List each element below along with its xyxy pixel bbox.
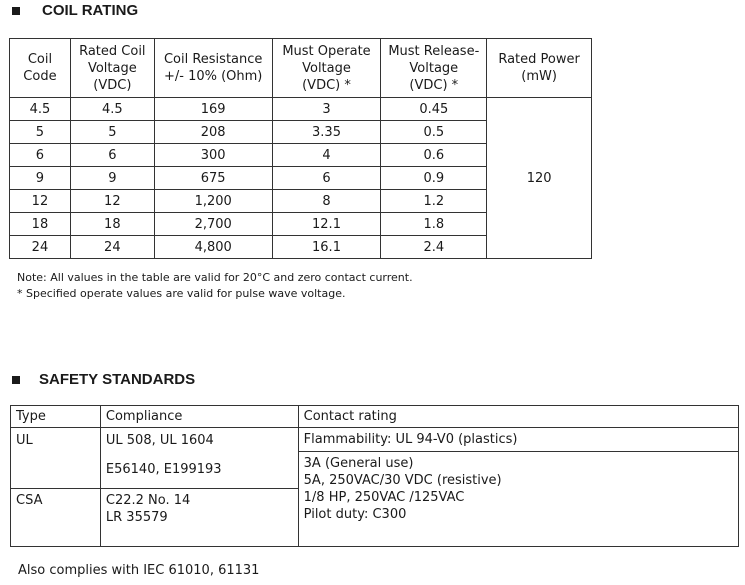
cell-contact-rating: 3A (General use) 5A, 250VAC/30 VDC (resistive) 1/8 HP, 250VAC /125VAC Pilot duty: C300 xyxy=(298,452,738,547)
cell-release-voltage: 0.45 xyxy=(381,98,487,121)
cell-coil-code: 5 xyxy=(10,121,71,144)
column-header-must-operate-voltage: Must Operate Voltage (VDC) * xyxy=(272,39,381,98)
cell-release-voltage: 0.5 xyxy=(381,121,487,144)
safety-standards-title: SAFETY STANDARDS xyxy=(39,371,196,388)
cell-coil-code: 9 xyxy=(10,167,71,190)
cell-coil-code: 4.5 xyxy=(10,98,71,121)
column-header-rated-coil-voltage: Rated Coil Voltage (VDC) xyxy=(70,39,154,98)
column-header-must-release-voltage: Must Release- Voltage (VDC) * xyxy=(381,39,487,98)
safety-standards-heading xyxy=(12,371,195,388)
cell-rated-voltage: 18 xyxy=(70,213,154,236)
cell-resistance: 208 xyxy=(154,121,272,144)
coil-rating-table xyxy=(9,38,592,259)
cell-type-ul: UL xyxy=(11,428,101,489)
cell-release-voltage: 1.8 xyxy=(381,213,487,236)
cell-rated-voltage: 4.5 xyxy=(70,98,154,121)
cell-operate-voltage: 3 xyxy=(272,98,381,121)
cell-rated-voltage: 9 xyxy=(70,167,154,190)
cell-release-voltage: 0.9 xyxy=(381,167,487,190)
cell-coil-code: 18 xyxy=(10,213,71,236)
cell-coil-code: 24 xyxy=(10,236,71,259)
cell-compliance-csa: C22.2 No. 14 LR 35579 xyxy=(100,489,298,547)
column-header-contact-rating: Contact rating xyxy=(298,406,738,428)
cell-coil-code: 6 xyxy=(10,144,71,167)
column-header-type: Type xyxy=(11,406,101,428)
cell-rated-voltage: 5 xyxy=(70,121,154,144)
column-header-rated-power: Rated Power (mW) xyxy=(487,39,592,98)
note-temperature: Note: All values in the table are valid for 20°C and zero contact current. xyxy=(17,271,413,284)
cell-compliance-ul: UL 508, UL 1604 E56140, E199193 xyxy=(100,428,298,489)
cell-operate-voltage: 3.35 xyxy=(272,121,381,144)
cell-rated-voltage: 24 xyxy=(70,236,154,259)
column-header-compliance: Compliance xyxy=(100,406,298,428)
cell-resistance: 300 xyxy=(154,144,272,167)
cell-release-voltage: 0.6 xyxy=(381,144,487,167)
note-pulse-wave: * Specified operate values are valid for pulse wave voltage. xyxy=(17,287,346,300)
cell-coil-code: 12 xyxy=(10,190,71,213)
cell-type-csa: CSA xyxy=(11,489,101,547)
column-header-coil-resistance: Coil Resistance +/- 10% (Ohm) xyxy=(154,39,272,98)
cell-operate-voltage: 12.1 xyxy=(272,213,381,236)
coil-rating-title: COIL RATING xyxy=(42,2,139,19)
cell-release-voltage: 2.4 xyxy=(381,236,487,259)
table-row xyxy=(11,428,739,452)
column-header-coil-code: Coil Code xyxy=(10,39,71,98)
cell-flammability: Flammability: UL 94-V0 (plastics) xyxy=(298,428,738,452)
bullet-square-icon xyxy=(12,7,20,15)
cell-rated-voltage: 12 xyxy=(70,190,154,213)
cell-operate-voltage: 4 xyxy=(272,144,381,167)
table-header-row xyxy=(11,406,739,428)
cell-operate-voltage: 8 xyxy=(272,190,381,213)
bullet-square-icon xyxy=(12,376,20,384)
cell-operate-voltage: 16.1 xyxy=(272,236,381,259)
cell-operate-voltage: 6 xyxy=(272,167,381,190)
cell-resistance: 169 xyxy=(154,98,272,121)
cell-resistance: 1,200 xyxy=(154,190,272,213)
cell-resistance: 675 xyxy=(154,167,272,190)
cell-resistance: 4,800 xyxy=(154,236,272,259)
table-header-row xyxy=(10,39,592,98)
cell-rated-voltage: 6 xyxy=(70,144,154,167)
safety-standards-table xyxy=(10,405,739,547)
cell-rated-power: 120 xyxy=(487,98,592,259)
table-row xyxy=(10,98,592,121)
also-complies-note: Also complies with IEC 61010, 61131 xyxy=(18,563,260,578)
coil-rating-heading xyxy=(12,2,138,19)
cell-resistance: 2,700 xyxy=(154,213,272,236)
cell-release-voltage: 1.2 xyxy=(381,190,487,213)
